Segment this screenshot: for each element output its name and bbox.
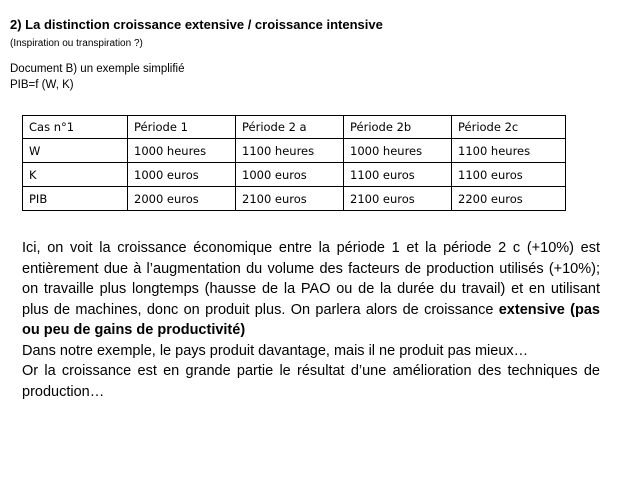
table-cell: 1000 heures xyxy=(344,139,452,163)
table-row xyxy=(23,187,566,211)
body-text xyxy=(22,238,600,402)
table-cell: 2200 euros xyxy=(452,187,566,211)
table-cell: 1100 heures xyxy=(452,139,566,163)
table-cell: 1000 heures xyxy=(128,139,236,163)
table-cell: PIB xyxy=(23,187,128,211)
header-cell: Cas n°1 xyxy=(23,116,128,139)
table-cell: 1000 euros xyxy=(128,163,236,187)
data-table xyxy=(22,115,566,211)
paragraph-example: Dans notre exemple, le pays produit davantage, mais il ne produit pas mieux… xyxy=(22,342,529,359)
table-cell: W xyxy=(23,139,128,163)
table-header-row xyxy=(23,116,566,139)
table-cell: K xyxy=(23,163,128,187)
table-row xyxy=(23,163,566,187)
paragraph-conclusion: Or la croissance est en grande partie le résultat d’une amélioration des techniques de production… xyxy=(22,363,600,400)
table-cell: 1100 euros xyxy=(452,163,566,187)
header-cell: Période 2c xyxy=(452,116,566,139)
table-row xyxy=(23,139,566,163)
table-cell: 2100 euros xyxy=(236,187,344,211)
document-label: Document B) un exemple simplifié xyxy=(10,63,185,75)
bold-emphasis: extensive (pas ou peu de gains de productivité) xyxy=(22,301,600,338)
table-cell: 1000 euros xyxy=(236,163,344,187)
header-cell: Période 2 a xyxy=(236,116,344,139)
header-cell: Période 1 xyxy=(128,116,236,139)
table-cell: 2000 euros xyxy=(128,187,236,211)
formula: PIB=f (W, K) xyxy=(10,79,74,91)
paragraph-text: Ici, on voit la croissance économique entre la période 1 et la période 2 c (+10%) est entièrement due à l’augmentation du volume des facteurs de production utilisés (+10%); on travaille plus longtemps (hausse de la PAO ou de la durée du travail) et en utilisant plus de machines, donc on produit plus. On parlera alors de croissance xyxy=(22,240,600,318)
table-cell: 1100 heures xyxy=(236,139,344,163)
table-cell: 2100 euros xyxy=(344,187,452,211)
table-cell: 1100 euros xyxy=(344,163,452,187)
paragraph-explanation xyxy=(22,238,600,341)
section-title: 2) La distinction croissance extensive / croissance intensive xyxy=(10,17,383,32)
header-cell: Période 2b xyxy=(344,116,452,139)
section-subtitle: (Inspiration ou transpiration ?) xyxy=(10,38,143,49)
